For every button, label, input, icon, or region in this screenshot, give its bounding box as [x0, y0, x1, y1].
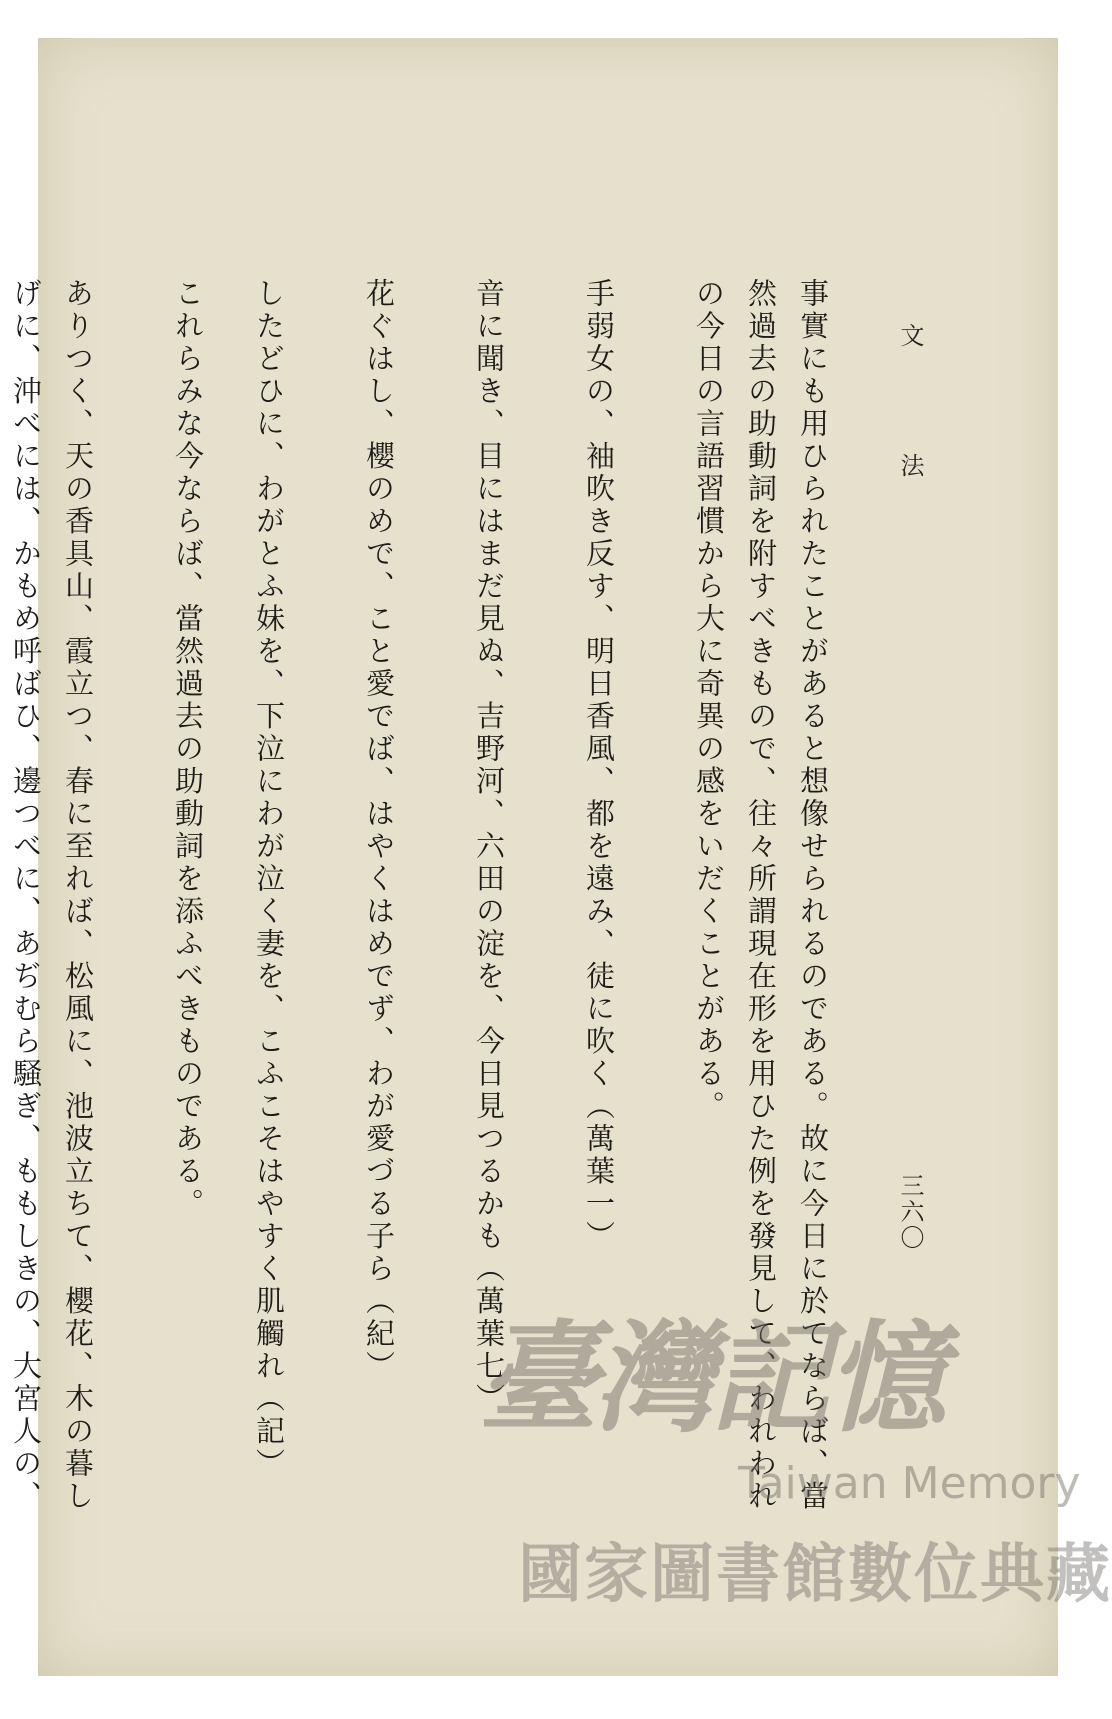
- watermark-logo-script: 臺灣記憶: [478, 1308, 942, 1449]
- poem-quote: ありつく、天の香具山、霞立つ、春に至れば、松風に、池波立ちて、櫻花、木の暮しげに、沖べには、かもめ呼ばひ、邊つべに、あぢむら騒ぎ、ももしきの、大宮人の、: [9, 278, 95, 1513]
- page-number: 三六〇: [896, 1173, 924, 1251]
- poem-quote: 音に聞き、目にはまだ見ぬ、吉野河、六田の淀を、今日見つるかも（萬葉七）: [472, 278, 506, 1416]
- running-head-right: 法: [896, 453, 924, 479]
- running-head-left: 文: [896, 323, 924, 349]
- poem-quote: したどひに、わがとふ妹を、下泣にわが泣く妻を、こふこそはやすく肌觸れ（記）: [252, 278, 286, 1481]
- paragraph: 事實にも用ひられたことがあると想像せられるのである。故に今日に於てならば、當然過去の助動詞を附すべきもので、往々所謂現在形を用ひた例を發見して、われわれの今日の言語習慣から大に奇異の感をいだくことがある。: [692, 278, 830, 1513]
- scanned-page: [9, 38, 1112, 1676]
- watermark-library-text: 國家圖書館數位典藏: [518, 1538, 1112, 1612]
- paragraph: これらみな今ならば、當然過去の助動詞を添ふべきものである。: [171, 278, 205, 1221]
- poem-quote: 花ぐはし、櫻のめで、こと愛でば、はやくはめでず、わが愛づる子ら（紀）: [362, 278, 396, 1383]
- poem-quote: 手弱女の、袖吹き反す、明日香風、都を遠み、徒に吹く（萬葉一）: [582, 278, 616, 1253]
- watermark-english-text: Taiwan Memory: [738, 1458, 1081, 1509]
